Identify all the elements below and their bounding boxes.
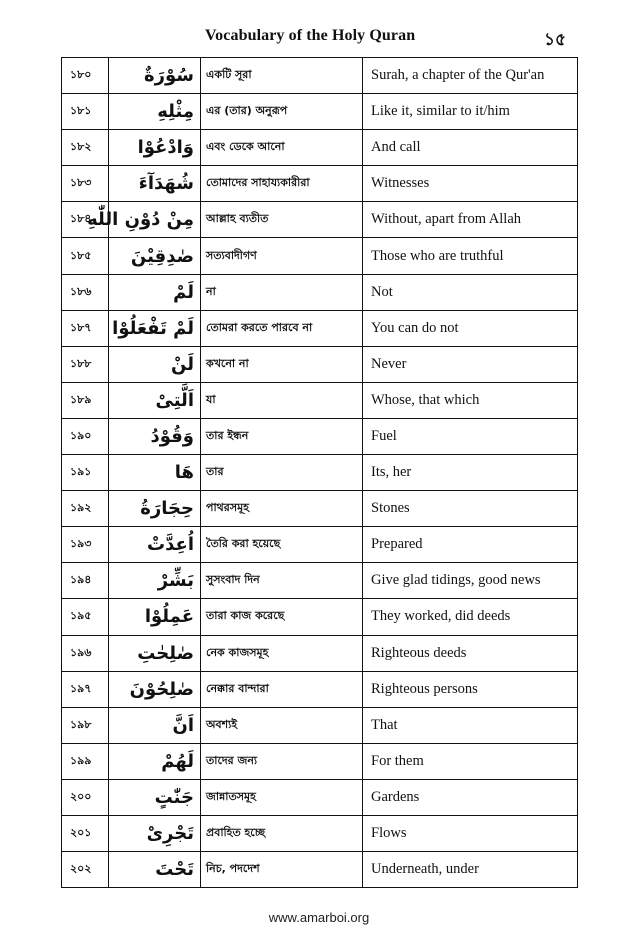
table-row — [62, 671, 578, 707]
english-meaning: Witnesses — [363, 166, 578, 202]
table-row — [62, 166, 578, 202]
english-meaning: Gardens — [363, 779, 578, 815]
entry-number: ১৯৪ — [62, 563, 109, 599]
bengali-meaning: তোমরা করতে পারবে না — [201, 310, 363, 346]
bengali-meaning: সুসংবাদ দিন — [201, 563, 363, 599]
table-row — [62, 274, 578, 310]
english-meaning: Its, her — [363, 455, 578, 491]
arabic-word: صٰدِقِيْنَ — [109, 238, 201, 274]
arabic-word: تَجْرِىْ — [109, 815, 201, 851]
table-row — [62, 491, 578, 527]
bengali-meaning: অবশ্যই — [201, 707, 363, 743]
bengali-meaning: জান্নাতসমূহ — [201, 779, 363, 815]
english-meaning: Righteous persons — [363, 671, 578, 707]
source-url: www.amarboi.org — [268, 910, 370, 925]
arabic-word: لَمْ تَفْعَلُوْا — [109, 310, 201, 346]
bengali-meaning: তৈরি করা হয়েছে — [201, 527, 363, 563]
bengali-meaning: একটি সূরা — [201, 58, 363, 94]
english-meaning: Fuel — [363, 418, 578, 454]
table-row — [62, 743, 578, 779]
bengali-meaning: নেক কাজসমূহ — [201, 635, 363, 671]
bengali-meaning: আল্লাহ ব্যতীত — [201, 202, 363, 238]
entry-number: ২০২ — [62, 852, 109, 888]
entry-number: ১৮৪ — [62, 202, 109, 238]
arabic-word: صٰلِحٰتِ — [109, 635, 201, 671]
arabic-word: اَلَّتِىْ — [109, 382, 201, 418]
bengali-meaning: তার — [201, 455, 363, 491]
table-row — [62, 238, 578, 274]
arabic-word: شُهَدَآءَ — [109, 166, 201, 202]
bengali-meaning: এবং ডেকে আনো — [201, 130, 363, 166]
table-row — [62, 346, 578, 382]
bengali-meaning: এর (তার) অনুরূপ — [201, 94, 363, 130]
english-meaning: Give glad tidings, good news — [363, 563, 578, 599]
english-meaning: Those who are truthful — [363, 238, 578, 274]
table-row — [62, 779, 578, 815]
bengali-meaning: তাদের জন্য — [201, 743, 363, 779]
entry-number: ১৮৬ — [62, 274, 109, 310]
arabic-word: حِجَارَةُ — [109, 491, 201, 527]
arabic-word: سُوْرَةٌ — [109, 58, 201, 94]
table-row — [62, 418, 578, 454]
table-row — [62, 635, 578, 671]
arabic-word: اُعِدَّتْ — [109, 527, 201, 563]
arabic-word: اَنَّ — [109, 707, 201, 743]
english-meaning: Righteous deeds — [363, 635, 578, 671]
vocabulary-table — [61, 57, 578, 888]
table-row — [62, 130, 578, 166]
table-row — [62, 563, 578, 599]
arabic-word: جَنّٰتٍ — [109, 779, 201, 815]
bengali-meaning: প্রবাহিত হচ্ছে — [201, 815, 363, 851]
bengali-meaning: তার ইন্ধন — [201, 418, 363, 454]
bengali-meaning: না — [201, 274, 363, 310]
entry-number: ১৮০ — [62, 58, 109, 94]
entry-number: ১৯১ — [62, 455, 109, 491]
arabic-word: وَقُوْدُ — [109, 418, 201, 454]
english-meaning: And call — [363, 130, 578, 166]
table-row — [62, 527, 578, 563]
arabic-word: تَحْتَ — [109, 852, 201, 888]
english-meaning: For them — [363, 743, 578, 779]
english-meaning: You can do not — [363, 310, 578, 346]
english-meaning: Not — [363, 274, 578, 310]
page-header — [0, 27, 638, 49]
table-row — [62, 310, 578, 346]
arabic-word: وَادْعُوْا — [109, 130, 201, 166]
entry-number: ২০০ — [62, 779, 109, 815]
arabic-word: لَمْ — [109, 274, 201, 310]
entry-number: ২০১ — [62, 815, 109, 851]
entry-number: ১৮৩ — [62, 166, 109, 202]
bengali-meaning: তারা কাজ করেছে — [201, 599, 363, 635]
arabic-word: صٰلِحُوْنَ — [109, 671, 201, 707]
english-meaning: Like it, similar to it/him — [363, 94, 578, 130]
bengali-meaning: নিচ, পদদেশ — [201, 852, 363, 888]
english-meaning: Never — [363, 346, 578, 382]
entry-number: ১৮১ — [62, 94, 109, 130]
table-row — [62, 599, 578, 635]
entry-number: ১৮৭ — [62, 310, 109, 346]
entry-number: ১৯০ — [62, 418, 109, 454]
page-number: ১৫ — [543, 30, 566, 50]
entry-number: ১৯৮ — [62, 707, 109, 743]
entry-number: ১৮৮ — [62, 346, 109, 382]
table-row — [62, 707, 578, 743]
arabic-word: بَشِّرْ — [109, 563, 201, 599]
arabic-word: مِنْ دُوْنِ اللّٰهِ — [109, 202, 201, 238]
table-row — [62, 94, 578, 130]
arabic-word: هَا — [109, 455, 201, 491]
table-row — [62, 202, 578, 238]
entry-number: ১৯৫ — [62, 599, 109, 635]
table-row — [62, 852, 578, 888]
arabic-word: لَهُمْ — [109, 743, 201, 779]
bengali-meaning: সত্যবাদীগণ — [201, 238, 363, 274]
bengali-meaning: যা — [201, 382, 363, 418]
entry-number: ১৯৭ — [62, 671, 109, 707]
bengali-meaning: তোমাদের সাহায্যকারীরা — [201, 166, 363, 202]
entry-number: ১৮৫ — [62, 238, 109, 274]
bengali-meaning: পাথরসমূহ — [201, 491, 363, 527]
entry-number: ১৯৩ — [62, 527, 109, 563]
english-meaning: Prepared — [363, 527, 578, 563]
bengali-meaning: কখনো না — [201, 346, 363, 382]
table-row — [62, 382, 578, 418]
entry-number: ১৯২ — [62, 491, 109, 527]
page-title: Vocabulary of the Holy Quran — [205, 27, 416, 44]
arabic-word: عَمِلُوْا — [109, 599, 201, 635]
entry-number: ১৯৬ — [62, 635, 109, 671]
english-meaning: Whose, that which — [363, 382, 578, 418]
english-meaning: Flows — [363, 815, 578, 851]
english-meaning: Underneath, under — [363, 852, 578, 888]
table-row — [62, 58, 578, 94]
arabic-word: مِثْلِهِ — [109, 94, 201, 130]
entry-number: ১৮২ — [62, 130, 109, 166]
entry-number: ১৮৯ — [62, 382, 109, 418]
english-meaning: That — [363, 707, 578, 743]
english-meaning: They worked, did deeds — [363, 599, 578, 635]
bengali-meaning: নেক্কার বান্দারা — [201, 671, 363, 707]
entry-number: ১৯৯ — [62, 743, 109, 779]
table-row — [62, 455, 578, 491]
english-meaning: Stones — [363, 491, 578, 527]
english-meaning: Without, apart from Allah — [363, 202, 578, 238]
arabic-word: لَنْ — [109, 346, 201, 382]
english-meaning: Surah, a chapter of the Qur'an — [363, 58, 578, 94]
table-row — [62, 815, 578, 851]
